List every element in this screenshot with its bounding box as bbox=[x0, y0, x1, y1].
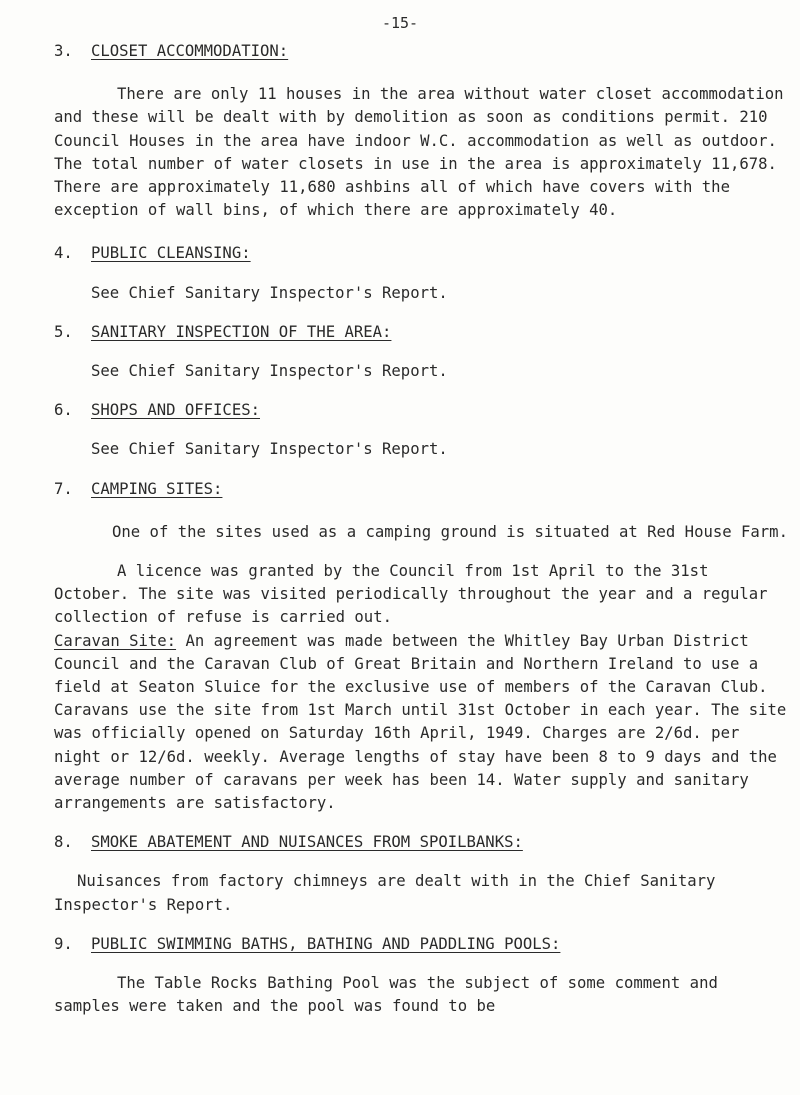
section-3-title: CLOSET ACCOMMODATION: bbox=[91, 42, 289, 60]
section-3-body: There are only 11 houses in the area without water closet accommodation and these will be dealt with by demolition as soon as conditions permit. 210 Council Houses in the area have indoor W.C. accommodation as well as outdoor. The total number of water closets in use in the area is approximately 11,678. There are approximately 11,680 ashbins all of which have covers with the exception of wall bins, of which there are approximately 40. bbox=[54, 85, 784, 220]
section-3-number: 3. bbox=[54, 42, 73, 60]
section-4-number: 4. bbox=[54, 244, 73, 263]
section-7-title: CAMPING SITES: bbox=[91, 479, 223, 498]
section-6-title: SHOPS AND OFFICES: bbox=[91, 401, 260, 420]
caravan-site-label: Caravan Site: bbox=[54, 631, 177, 650]
page-number: -15- bbox=[381, 14, 419, 32]
section-8-body: Nuisances from factory chimneys are dealt with in the Chief Sanitary Inspector's Report. bbox=[54, 872, 716, 914]
section-4-title: PUBLIC CLEANSING: bbox=[91, 244, 251, 263]
section-6-number: 6. bbox=[54, 401, 73, 420]
section-7-heading bbox=[54, 478, 792, 501]
section-5-number: 5. bbox=[54, 322, 73, 341]
section-6-heading bbox=[54, 399, 792, 422]
section-3-heading bbox=[54, 40, 792, 63]
caravan-site-body: An agreement was made between the Whitley Bay Urban District Council and the Caravan Club of Great Britain and Northern Ireland to use a field at Seaton Sluice for the exclusive use of members of the Caravan Club. Caravans use the site from 1st March until 31st October in each year. The site was officially opened on Saturday 16th April, 1949. Charges are 2/6d. per night or 12/6d. weekly. Average lengths of stay have been 8 to 9 days and the average number of caravans per week has been 14. Water supply and sanitary arrangements are satisfactory. bbox=[54, 631, 787, 813]
section-6-body: See Chief Sanitary Inspector's Report. bbox=[91, 440, 448, 459]
document-body bbox=[54, 40, 792, 1019]
section-7-paragraph-1: One of the sites used as a camping ground is situated at Red House Farm. bbox=[112, 522, 788, 541]
section-7-paragraph-2: A licence was granted by the Council from 1st April to the 31st October. The site was visited periodically throughout the year and a regular collection of refuse is carried out. bbox=[54, 562, 768, 627]
section-9-heading bbox=[54, 933, 792, 956]
section-4-body: See Chief Sanitary Inspector's Report. bbox=[91, 283, 448, 302]
section-5-body: See Chief Sanitary Inspector's Report. bbox=[91, 362, 448, 381]
section-4-heading bbox=[54, 242, 792, 265]
section-7-caravan-paragraph bbox=[54, 630, 792, 816]
section-9-body: The Table Rocks Bathing Pool was the subject of some comment and samples were taken and the pool was found to be bbox=[54, 974, 718, 1016]
section-5-heading bbox=[54, 321, 792, 344]
section-9-title: PUBLIC SWIMMING BATHS, BATHING AND PADDLING POOLS: bbox=[91, 934, 561, 953]
section-7-number: 7. bbox=[54, 479, 73, 498]
section-8-title: SMOKE ABATEMENT AND NUISANCES FROM SPOILBANKS: bbox=[91, 833, 523, 852]
section-8-number: 8. bbox=[54, 833, 73, 852]
section-5-title: SANITARY INSPECTION OF THE AREA: bbox=[91, 322, 392, 341]
section-9-number: 9. bbox=[54, 934, 73, 953]
section-8-heading bbox=[54, 831, 792, 854]
